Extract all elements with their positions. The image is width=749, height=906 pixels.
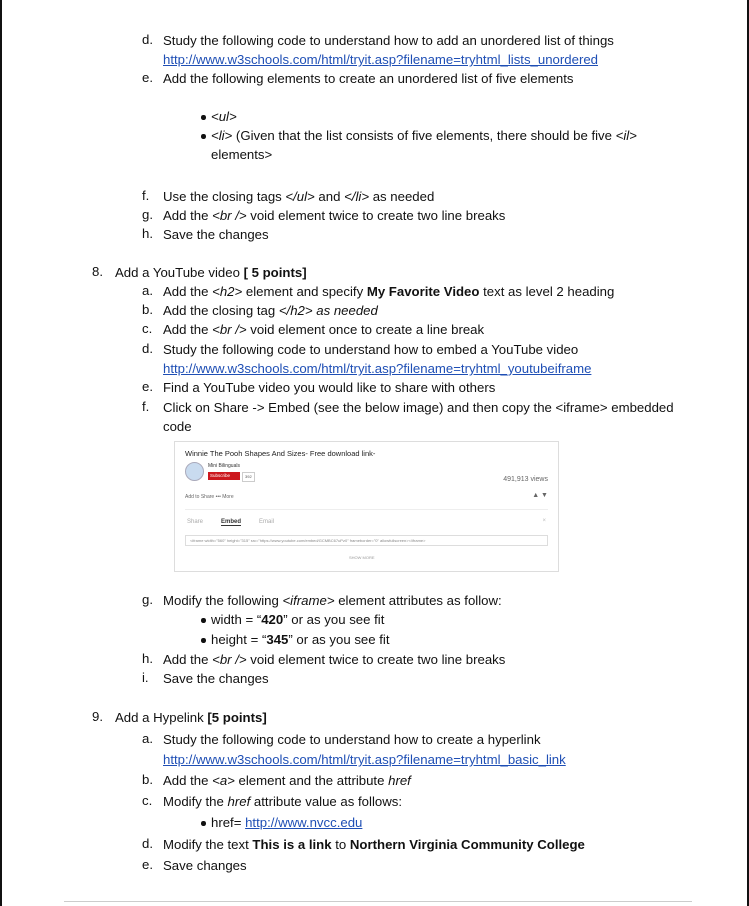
list-marker: a. — [142, 731, 153, 746]
section-number: 9. — [92, 709, 103, 724]
step-text: <li> (Given that the list consists of five elements, there should be five <il> — [211, 128, 637, 143]
section-heading: Add a Hypelink [5 points] — [115, 710, 267, 725]
list-marker: c. — [142, 321, 153, 336]
step-text: Add the following elements to create an unordered list of five elements — [163, 71, 574, 86]
step-text: Modify the href attribute value as follows: — [163, 794, 402, 809]
subscribe-button: Subscribe — [208, 472, 240, 480]
step-text: Use the closing tags </ul> and </li> as needed — [163, 189, 435, 204]
close-icon: × — [542, 518, 546, 524]
bullet-icon — [201, 115, 206, 120]
step-text: Modify the text This is a link to Northern Virginia Community College — [163, 837, 585, 852]
list-marker: e. — [142, 857, 153, 872]
bullet-icon — [201, 638, 206, 643]
step-text: href= http://www.nvcc.edu — [211, 815, 363, 830]
bullet-icon — [201, 821, 206, 826]
step-text: Add the <br /> void element once to create a line break — [163, 322, 485, 337]
list-marker: i. — [142, 670, 149, 685]
list-marker: c. — [142, 793, 153, 808]
list-marker: f. — [142, 188, 150, 203]
list-marker: f. — [142, 399, 150, 414]
list-marker: e. — [142, 70, 153, 85]
list-marker: b. — [142, 772, 153, 787]
list-marker: d. — [142, 341, 153, 356]
section-number: 8. — [92, 264, 103, 279]
tab-share: Share — [187, 519, 204, 525]
like-dislike-icon: ▲ ▼ — [532, 492, 548, 499]
channel-name: Mini Bilinguals — [208, 463, 240, 469]
step-text: Click on Share -> Embed (see the below image) and then copy the <iframe> embedded — [163, 400, 674, 415]
list-marker: h. — [142, 226, 153, 241]
step-text: Add the <br /> void element twice to create two line breaks — [163, 208, 506, 223]
embed-code-field: <iframe width="560" height="315" src="https://www.youtube.com/embed/GCMBC67uPz0" frameborder="0" allowfullscreen></iframe> — [185, 535, 548, 546]
video-title: Winnie The Pooh Shapes And Sizes- Free download link- — [185, 449, 376, 458]
list-marker: d. — [142, 836, 153, 851]
tab-email: Email — [259, 519, 275, 525]
step-text: Add the <h2> element and specify My Favorite Video text as level 2 heading — [163, 284, 615, 299]
step-text: Modify the following <iframe> element attributes as follow: — [163, 593, 502, 608]
section-heading: Add a YouTube video [ 5 points] — [115, 265, 307, 280]
list-marker: g. — [142, 207, 153, 222]
step-text: Save the changes — [163, 227, 269, 242]
step-text: Study the following code to understand how to add an unordered list of things — [163, 33, 614, 48]
step-text: Save the changes — [163, 671, 269, 686]
step-text: Study the following code to understand how to create a hyperlink — [163, 732, 541, 747]
list-marker: b. — [142, 302, 153, 317]
youtube-share-screenshot — [174, 441, 559, 572]
step-text: width = “420” or as you see fit — [211, 612, 385, 627]
video-actions: Add to Share ••• More — [185, 494, 234, 500]
list-marker: a. — [142, 283, 153, 298]
step-text: code — [163, 419, 192, 434]
page-footer-divider — [64, 901, 692, 902]
tab-embed: Embed — [221, 519, 242, 525]
bullet-icon — [201, 618, 206, 623]
divider — [185, 509, 548, 510]
bullet-icon — [201, 134, 206, 139]
subscriber-count: 392 — [242, 472, 255, 482]
list-marker: g. — [142, 592, 153, 607]
step-text: Add the <a> element and the attribute href — [163, 773, 411, 788]
w3schools-link-link[interactable]: http://www.w3schools.com/html/tryit.asp?filename=tryhtml_basic_link — [163, 752, 566, 767]
view-count: 491,913 views — [503, 476, 548, 483]
step-text: elements> — [211, 147, 273, 162]
w3schools-lists-link[interactable]: http://www.w3schools.com/html/tryit.asp?filename=tryhtml_lists_unordered — [163, 52, 599, 67]
nvcc-link[interactable]: http://www.nvcc.edu — [245, 815, 363, 830]
step-text: Study the following code to understand how to embed a YouTube video — [163, 342, 579, 357]
show-more: SHOW MORE — [349, 555, 375, 560]
channel-avatar — [185, 462, 204, 481]
step-text: Save changes — [163, 858, 247, 873]
step-text: Add the <br /> void element twice to create two line breaks — [163, 652, 506, 667]
step-text: Find a YouTube video you would like to share with others — [163, 380, 496, 395]
w3schools-youtube-link[interactable]: http://www.w3schools.com/html/tryit.asp?filename=tryhtml_youtubeiframe — [163, 361, 592, 376]
code-ul: <ul> — [211, 109, 237, 124]
step-text: height = “345” or as you see fit — [211, 632, 390, 647]
list-marker: d. — [142, 32, 153, 47]
list-marker: e. — [142, 379, 153, 394]
list-marker: h. — [142, 651, 153, 666]
step-text: Add the closing tag </h2> as needed — [163, 303, 378, 318]
